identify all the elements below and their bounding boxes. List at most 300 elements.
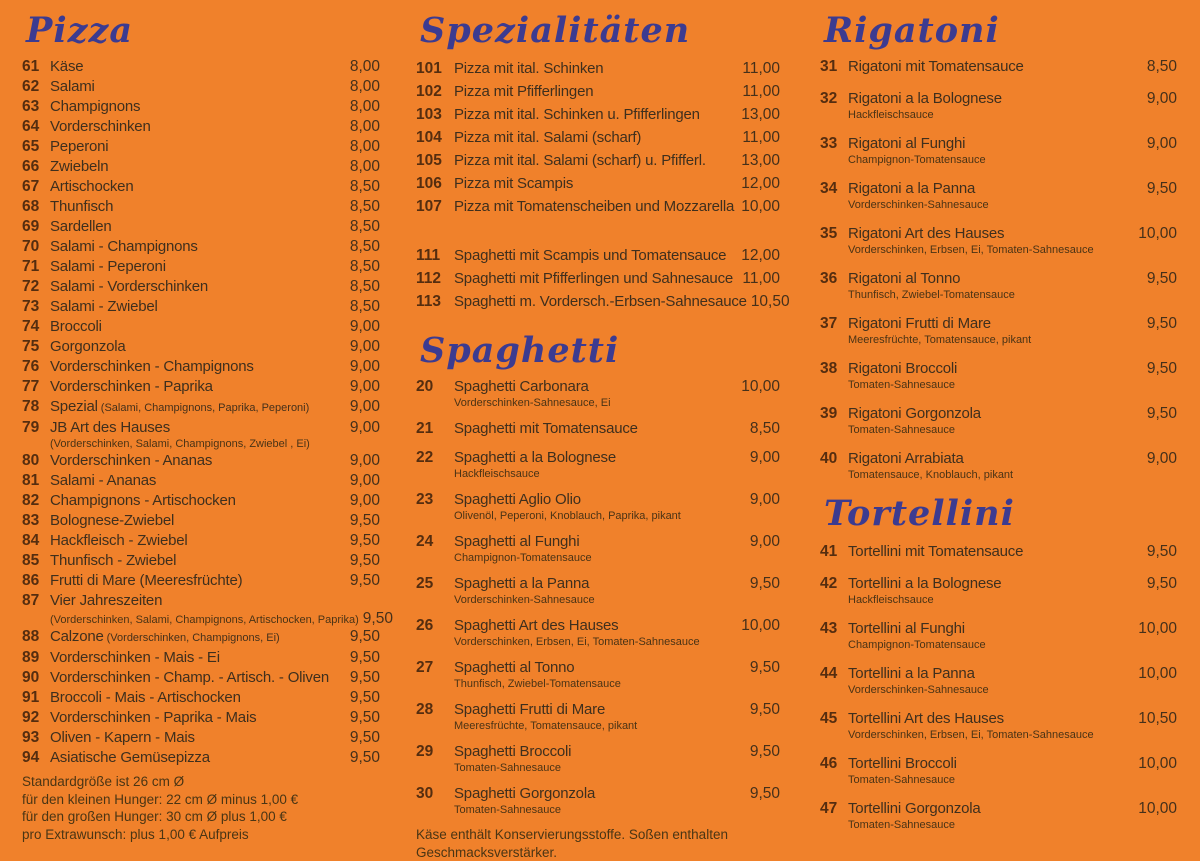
section-heading: Spaghetti bbox=[420, 330, 620, 371]
item-name: Spaghetti a la Bolognese bbox=[454, 449, 616, 466]
item-row bbox=[22, 471, 380, 491]
item-price: 9,50 bbox=[349, 572, 380, 589]
item-note: Champignon-Tomatensauce bbox=[454, 552, 592, 564]
item-number: 62 bbox=[22, 78, 40, 95]
item-number: 45 bbox=[820, 710, 838, 727]
footer-line: Käse enthält Konservierungsstoffe. Soßen enthalten Geschmacksverstärker. bbox=[416, 827, 728, 860]
item-number: 82 bbox=[22, 492, 40, 509]
menu-item bbox=[22, 377, 380, 397]
item-number: 20 bbox=[416, 378, 434, 395]
item-number: 75 bbox=[22, 338, 40, 355]
item-number: 112 bbox=[416, 270, 442, 287]
menu-item bbox=[416, 172, 780, 195]
item-number: 92 bbox=[22, 709, 40, 726]
item-price: 8,50 bbox=[349, 258, 380, 275]
item-name: Spaghetti mit Scampis und Tomatensauce bbox=[454, 247, 727, 264]
item-note-row bbox=[848, 729, 1177, 742]
item-number: 61 bbox=[22, 58, 40, 75]
item-row bbox=[416, 244, 780, 267]
item-price: 9,50 bbox=[749, 785, 780, 802]
item-row bbox=[416, 57, 780, 80]
menu-item bbox=[416, 616, 780, 649]
item-name: Artischocken bbox=[50, 178, 134, 195]
item-price: 9,50 bbox=[349, 729, 380, 746]
item-number: 103 bbox=[416, 106, 442, 123]
item-row bbox=[820, 359, 1177, 379]
item-name: Spaghetti al Funghi bbox=[454, 533, 580, 550]
item-note: Vorderschinken, Erbsen, Ei, Tomaten-Sahnesauce bbox=[454, 636, 700, 648]
item-price: 8,00 bbox=[349, 118, 380, 135]
item-number: 70 bbox=[22, 238, 40, 255]
menu-item bbox=[22, 277, 380, 297]
menu-item bbox=[22, 137, 380, 157]
item-price: 9,50 bbox=[749, 701, 780, 718]
item-number: 43 bbox=[820, 620, 838, 637]
item-number: 38 bbox=[820, 360, 838, 377]
item-number: 47 bbox=[820, 800, 838, 817]
item-row bbox=[22, 531, 380, 551]
item-row bbox=[416, 742, 780, 762]
item-price: 11,00 bbox=[742, 129, 780, 146]
item-row bbox=[22, 591, 380, 611]
item-row bbox=[22, 668, 380, 688]
item-number: 105 bbox=[416, 152, 442, 169]
footer-line: Standardgröße ist 26 cm Ø bbox=[22, 774, 185, 789]
menu-item bbox=[22, 451, 380, 471]
item-note: Vorderschinken-Sahnesauce bbox=[454, 594, 595, 606]
item-name: Zwiebeln bbox=[50, 158, 109, 175]
item-row bbox=[22, 197, 380, 217]
item-number: 69 bbox=[22, 218, 40, 235]
item-price: 9,50 bbox=[349, 628, 380, 645]
item-name: Spaghetti m. Vordersch.-Erbsen-Sahnesauce bbox=[454, 293, 747, 310]
item-row bbox=[22, 157, 380, 177]
item-price: 8,50 bbox=[749, 420, 780, 437]
item-row bbox=[416, 126, 780, 149]
menu-item bbox=[820, 269, 1177, 302]
item-number: 46 bbox=[820, 755, 838, 772]
item-name: Peperoni bbox=[50, 138, 109, 155]
item-note-row bbox=[454, 510, 780, 523]
menu-item bbox=[820, 542, 1177, 562]
menu-item bbox=[820, 799, 1177, 832]
item-row bbox=[22, 57, 380, 77]
item-row bbox=[22, 418, 380, 438]
menu-item bbox=[22, 177, 380, 197]
item-row bbox=[416, 172, 780, 195]
pizza-column bbox=[22, 0, 393, 843]
footer-note bbox=[22, 773, 380, 843]
menu-item bbox=[22, 257, 380, 277]
item-row bbox=[416, 784, 780, 804]
item-row bbox=[22, 648, 380, 668]
menu-item bbox=[22, 591, 393, 627]
item-row bbox=[820, 57, 1177, 77]
item-price: 9,50 bbox=[349, 669, 380, 686]
item-number: 113 bbox=[416, 293, 442, 310]
item-price: 10,50 bbox=[750, 293, 790, 310]
item-number: 35 bbox=[820, 225, 838, 242]
item-row bbox=[820, 224, 1177, 244]
item-row bbox=[820, 314, 1177, 334]
item-name: Vorderschinken - Champignons bbox=[50, 358, 254, 375]
item-note: Vorderschinken, Erbsen, Ei, Tomaten-Sahnesauce bbox=[848, 729, 1094, 741]
item-row bbox=[820, 449, 1177, 469]
item-note: Tomaten-Sahnesauce bbox=[848, 424, 956, 436]
item-name: JB Art des Hauses bbox=[50, 419, 170, 436]
item-note: Hackfleischsauce bbox=[848, 109, 934, 121]
menu-item bbox=[22, 77, 380, 97]
item-number: 21 bbox=[416, 420, 434, 437]
item-name: Vorderschinken - Champ. - Artisch. - Oliven bbox=[50, 669, 330, 686]
item-number: 93 bbox=[22, 729, 40, 746]
item-name: Salami - Vorderschinken bbox=[50, 278, 208, 295]
item-number: 111 bbox=[416, 247, 441, 264]
item-name: Spaghetti mit Tomatensauce bbox=[454, 420, 638, 437]
item-row bbox=[416, 700, 780, 720]
item-row bbox=[22, 117, 380, 137]
item-name: Spaghetti Art des Hauses bbox=[454, 617, 619, 634]
item-name: Rigatoni Broccoli bbox=[848, 360, 958, 377]
item-number: 78 bbox=[22, 398, 40, 415]
menu-item bbox=[416, 448, 780, 481]
menu-item bbox=[22, 491, 380, 511]
item-name: Salami bbox=[50, 78, 95, 95]
item-price: 8,50 bbox=[349, 178, 380, 195]
item-name: Hackfleisch - Zwiebel bbox=[50, 532, 188, 549]
item-price: 12,00 bbox=[741, 175, 780, 192]
item-note-row bbox=[848, 154, 1177, 167]
item-note: Thunfisch, Zwiebel-Tomatensauce bbox=[454, 678, 621, 690]
menu-item bbox=[416, 80, 780, 103]
item-number: 27 bbox=[416, 659, 434, 676]
item-price: 9,50 bbox=[1146, 360, 1177, 377]
item-note-row bbox=[848, 244, 1177, 257]
item-row bbox=[22, 217, 380, 237]
item-name: Spaghetti mit Pfifferlingen und Sahnesauce bbox=[454, 270, 734, 287]
menu-item bbox=[416, 103, 780, 126]
item-number: 81 bbox=[22, 472, 40, 489]
item-note-row bbox=[50, 610, 393, 627]
item-number: 23 bbox=[416, 491, 434, 508]
item-price: 8,50 bbox=[349, 238, 380, 255]
menu-item bbox=[22, 418, 380, 451]
footer-line: für den kleinen Hunger: 22 cm Ø minus 1,00 € bbox=[22, 791, 299, 807]
menu-item bbox=[22, 748, 380, 768]
menu-item bbox=[22, 627, 380, 648]
item-number: 65 bbox=[22, 138, 40, 155]
item-note-row bbox=[454, 762, 780, 775]
item-note-row bbox=[50, 438, 380, 451]
menu-item bbox=[22, 471, 380, 491]
item-number: 26 bbox=[416, 617, 434, 634]
item-name: Rigatoni Gorgonzola bbox=[848, 405, 981, 422]
item-number: 39 bbox=[820, 405, 838, 422]
item-number: 29 bbox=[416, 743, 434, 760]
item-name: Sardellen bbox=[50, 218, 112, 235]
menu-item bbox=[22, 317, 380, 337]
item-note: Olivenöl, Peperoni, Knoblauch, Paprika, pikant bbox=[454, 510, 681, 522]
item-note-row bbox=[454, 594, 780, 607]
item-note: Thunfisch, Zwiebel-Tomatensauce bbox=[848, 289, 1015, 301]
menu-item bbox=[820, 89, 1177, 122]
item-name: Pizza mit ital. Salami (scharf) bbox=[454, 129, 642, 146]
item-number: 30 bbox=[416, 785, 434, 802]
menu-item bbox=[416, 377, 780, 410]
item-name: Spaghetti al Tonno bbox=[454, 659, 575, 676]
item-price: 13,00 bbox=[741, 152, 780, 169]
item-price: 12,00 bbox=[741, 247, 780, 264]
item-row bbox=[416, 149, 780, 172]
item-number: 42 bbox=[820, 575, 838, 592]
item-name: Rigatoni a la Bolognese bbox=[848, 90, 1002, 107]
item-name: Broccoli bbox=[50, 318, 102, 335]
item-price: 9,00 bbox=[349, 452, 380, 469]
item-note: Meeresfrüchte, Tomatensauce, pikant bbox=[454, 720, 638, 732]
item-price: 8,00 bbox=[349, 58, 380, 75]
item-note-row bbox=[848, 639, 1177, 652]
item-number: 80 bbox=[22, 452, 40, 469]
item-row bbox=[22, 257, 380, 277]
item-price: 9,00 bbox=[1146, 135, 1177, 152]
item-row bbox=[416, 532, 780, 552]
item-price: 9,00 bbox=[349, 398, 380, 415]
item-price: 10,00 bbox=[1138, 800, 1177, 817]
item-row bbox=[820, 542, 1177, 562]
menu-item bbox=[416, 195, 780, 218]
item-price: 9,50 bbox=[1146, 575, 1177, 592]
item-row bbox=[22, 317, 380, 337]
item-name: Spaghetti Frutti di Mare bbox=[454, 701, 606, 718]
item-price: 10,00 bbox=[741, 378, 780, 395]
menu-item bbox=[820, 664, 1177, 697]
item-number: 102 bbox=[416, 83, 442, 100]
item-number: 79 bbox=[22, 419, 40, 436]
item-price: 9,50 bbox=[349, 649, 380, 666]
menu-item bbox=[416, 742, 780, 775]
item-price: 9,50 bbox=[349, 552, 380, 569]
item-number: 85 bbox=[22, 552, 40, 569]
specials-column bbox=[416, 0, 790, 861]
item-row bbox=[820, 179, 1177, 199]
menu-item bbox=[820, 359, 1177, 392]
item-name: Spaghetti Gorgonzola bbox=[454, 785, 596, 802]
menu-item bbox=[820, 709, 1177, 742]
menu-item bbox=[820, 449, 1177, 482]
menu-item bbox=[22, 688, 380, 708]
item-price: 9,00 bbox=[1146, 90, 1177, 107]
item-price: 9,50 bbox=[1146, 405, 1177, 422]
item-number: 106 bbox=[416, 175, 442, 192]
item-note-row bbox=[454, 720, 780, 733]
menu-item bbox=[22, 297, 380, 317]
item-number: 104 bbox=[416, 129, 442, 146]
item-number: 67 bbox=[22, 178, 40, 195]
item-number: 71 bbox=[22, 258, 40, 275]
item-price: 11,00 bbox=[742, 60, 780, 77]
item-number: 86 bbox=[22, 572, 40, 589]
item-price: 8,00 bbox=[349, 158, 380, 175]
menu-item bbox=[820, 619, 1177, 652]
item-row bbox=[416, 574, 780, 594]
item-number: 63 bbox=[22, 98, 40, 115]
item-row bbox=[416, 267, 780, 290]
menu-item bbox=[22, 197, 380, 217]
item-number: 89 bbox=[22, 649, 40, 666]
item-number: 74 bbox=[22, 318, 40, 335]
item-name: Oliven - Kapern - Mais bbox=[50, 729, 195, 746]
item-note-row bbox=[848, 684, 1177, 697]
section-heading: Spezialitäten bbox=[420, 10, 691, 51]
item-price: 9,50 bbox=[362, 610, 393, 627]
item-price: 9,50 bbox=[749, 659, 780, 676]
item-name: Rigatoni al Funghi bbox=[848, 135, 966, 152]
item-price: 9,00 bbox=[349, 378, 380, 395]
item-name: Tortellini Art des Hauses bbox=[848, 710, 1004, 727]
item-name: Tortellini a la Bolognese bbox=[848, 575, 1002, 592]
item-row bbox=[416, 80, 780, 103]
item-price: 9,50 bbox=[349, 749, 380, 766]
item-price: 9,00 bbox=[349, 419, 380, 436]
item-row bbox=[820, 89, 1177, 109]
item-row bbox=[22, 97, 380, 117]
item-row bbox=[416, 419, 780, 439]
item-note: Tomatensauce, Knoblauch, pikant bbox=[848, 469, 1014, 481]
menu-section-rigatoni bbox=[820, 11, 1177, 482]
item-row bbox=[22, 297, 380, 317]
menu-item bbox=[22, 217, 380, 237]
item-row bbox=[22, 627, 380, 648]
item-number: 68 bbox=[22, 198, 40, 215]
menu-item bbox=[22, 668, 380, 688]
item-row bbox=[416, 195, 780, 218]
item-price: 9,50 bbox=[1146, 315, 1177, 332]
section-heading: Tortellini bbox=[824, 493, 1015, 534]
item-number: 24 bbox=[416, 533, 434, 550]
item-note: Tomaten-Sahnesauce bbox=[454, 804, 562, 816]
item-row bbox=[22, 551, 380, 571]
item-number: 83 bbox=[22, 512, 40, 529]
item-note-row bbox=[848, 774, 1177, 787]
item-name: Rigatoni mit Tomatensauce bbox=[848, 58, 1024, 75]
item-note: Vorderschinken-Sahnesauce bbox=[848, 199, 989, 211]
footer-note bbox=[416, 826, 780, 861]
menu-item bbox=[820, 134, 1177, 167]
item-name: Bolognese-Zwiebel bbox=[50, 512, 175, 529]
item-price: 9,50 bbox=[749, 575, 780, 592]
item-note-row bbox=[454, 678, 780, 691]
item-price: 9,00 bbox=[749, 491, 780, 508]
item-row bbox=[820, 404, 1177, 424]
section-heading: Pizza bbox=[26, 10, 134, 51]
menu-item bbox=[416, 658, 780, 691]
item-price: 10,00 bbox=[741, 198, 780, 215]
item-note-row bbox=[848, 819, 1177, 832]
menu-item bbox=[820, 314, 1177, 347]
item-note: (Vorderschinken, Champignons, Ei) bbox=[106, 632, 280, 644]
item-price: 9,50 bbox=[1146, 543, 1177, 560]
item-row bbox=[22, 571, 380, 591]
item-row bbox=[820, 799, 1177, 819]
item-name: Vorderschinken - Ananas bbox=[50, 452, 213, 469]
item-row bbox=[22, 491, 380, 511]
item-row bbox=[22, 277, 380, 297]
item-row bbox=[22, 137, 380, 157]
item-name: Champignons bbox=[50, 98, 141, 115]
menu-item bbox=[22, 571, 380, 591]
item-row bbox=[820, 269, 1177, 289]
footer-line: pro Extrawunsch: plus 1,00 € Aufpreis bbox=[22, 826, 249, 842]
item-name: Frutti di Mare (Meeresfrüchte) bbox=[50, 572, 243, 589]
item-name: Spaghetti Carbonara bbox=[454, 378, 589, 395]
item-name: Tortellini Gorgonzola bbox=[848, 800, 981, 817]
menu-section-tortellini bbox=[820, 494, 1177, 832]
item-note: Champignon-Tomatensauce bbox=[848, 639, 986, 651]
item-name: Asiatische Gemüsepizza bbox=[50, 749, 210, 766]
menu-item bbox=[416, 532, 780, 565]
item-price: 9,50 bbox=[1146, 270, 1177, 287]
menu-item bbox=[416, 290, 790, 313]
item-number: 101 bbox=[416, 60, 442, 77]
item-note: Tomaten-Sahnesauce bbox=[454, 762, 562, 774]
menu-item bbox=[416, 267, 780, 290]
menu-item bbox=[416, 784, 780, 817]
item-number: 88 bbox=[22, 628, 40, 645]
item-note-row bbox=[454, 468, 780, 481]
menu-item bbox=[22, 708, 380, 728]
menu-item bbox=[820, 224, 1177, 257]
item-number: 32 bbox=[820, 90, 838, 107]
item-price: 9,50 bbox=[749, 743, 780, 760]
item-number: 25 bbox=[416, 575, 434, 592]
item-note: (Vorderschinken, Salami, Champignons, Artischocken, Paprika) bbox=[50, 614, 359, 626]
item-name: Spaghetti Broccoli bbox=[454, 743, 572, 760]
item-name: Rigatoni Art des Hauses bbox=[848, 225, 1005, 242]
item-name: Salami - Zwiebel bbox=[50, 298, 158, 315]
item-name: Thunfisch - Zwiebel bbox=[50, 552, 177, 569]
item-row bbox=[820, 709, 1177, 729]
menu-section bbox=[416, 244, 790, 313]
item-name: Pizza mit ital. Salami (scharf) u. Pfifferl. bbox=[454, 152, 706, 169]
menu-item bbox=[820, 57, 1177, 77]
item-price: 8,50 bbox=[349, 278, 380, 295]
item-note: Tomaten-Sahnesauce bbox=[848, 379, 956, 391]
item-row bbox=[416, 490, 780, 510]
item-note: Vorderschinken-Sahnesauce, Ei bbox=[454, 397, 611, 409]
item-price: 9,00 bbox=[749, 533, 780, 550]
item-row bbox=[820, 134, 1177, 154]
footer-line: für den großen Hunger: 30 cm Ø plus 1,00 € bbox=[22, 809, 287, 824]
item-row bbox=[820, 754, 1177, 774]
item-number: 94 bbox=[22, 749, 40, 766]
item-row bbox=[416, 616, 780, 636]
menu-item bbox=[820, 754, 1177, 787]
item-number: 91 bbox=[22, 689, 40, 706]
pasta-column bbox=[820, 0, 1177, 844]
item-price: 9,00 bbox=[349, 338, 380, 355]
item-price: 11,00 bbox=[742, 270, 780, 287]
item-number: 44 bbox=[820, 665, 838, 682]
item-number: 84 bbox=[22, 532, 40, 549]
menu-item bbox=[820, 574, 1177, 607]
item-name: Vier Jahreszeiten bbox=[50, 592, 163, 609]
item-name: Tortellini al Funghi bbox=[848, 620, 965, 637]
menu-section-spezialitten bbox=[416, 11, 780, 218]
item-number: 36 bbox=[820, 270, 838, 287]
item-price: 9,00 bbox=[349, 472, 380, 489]
menu-item bbox=[416, 126, 780, 149]
menu-item bbox=[22, 357, 380, 377]
